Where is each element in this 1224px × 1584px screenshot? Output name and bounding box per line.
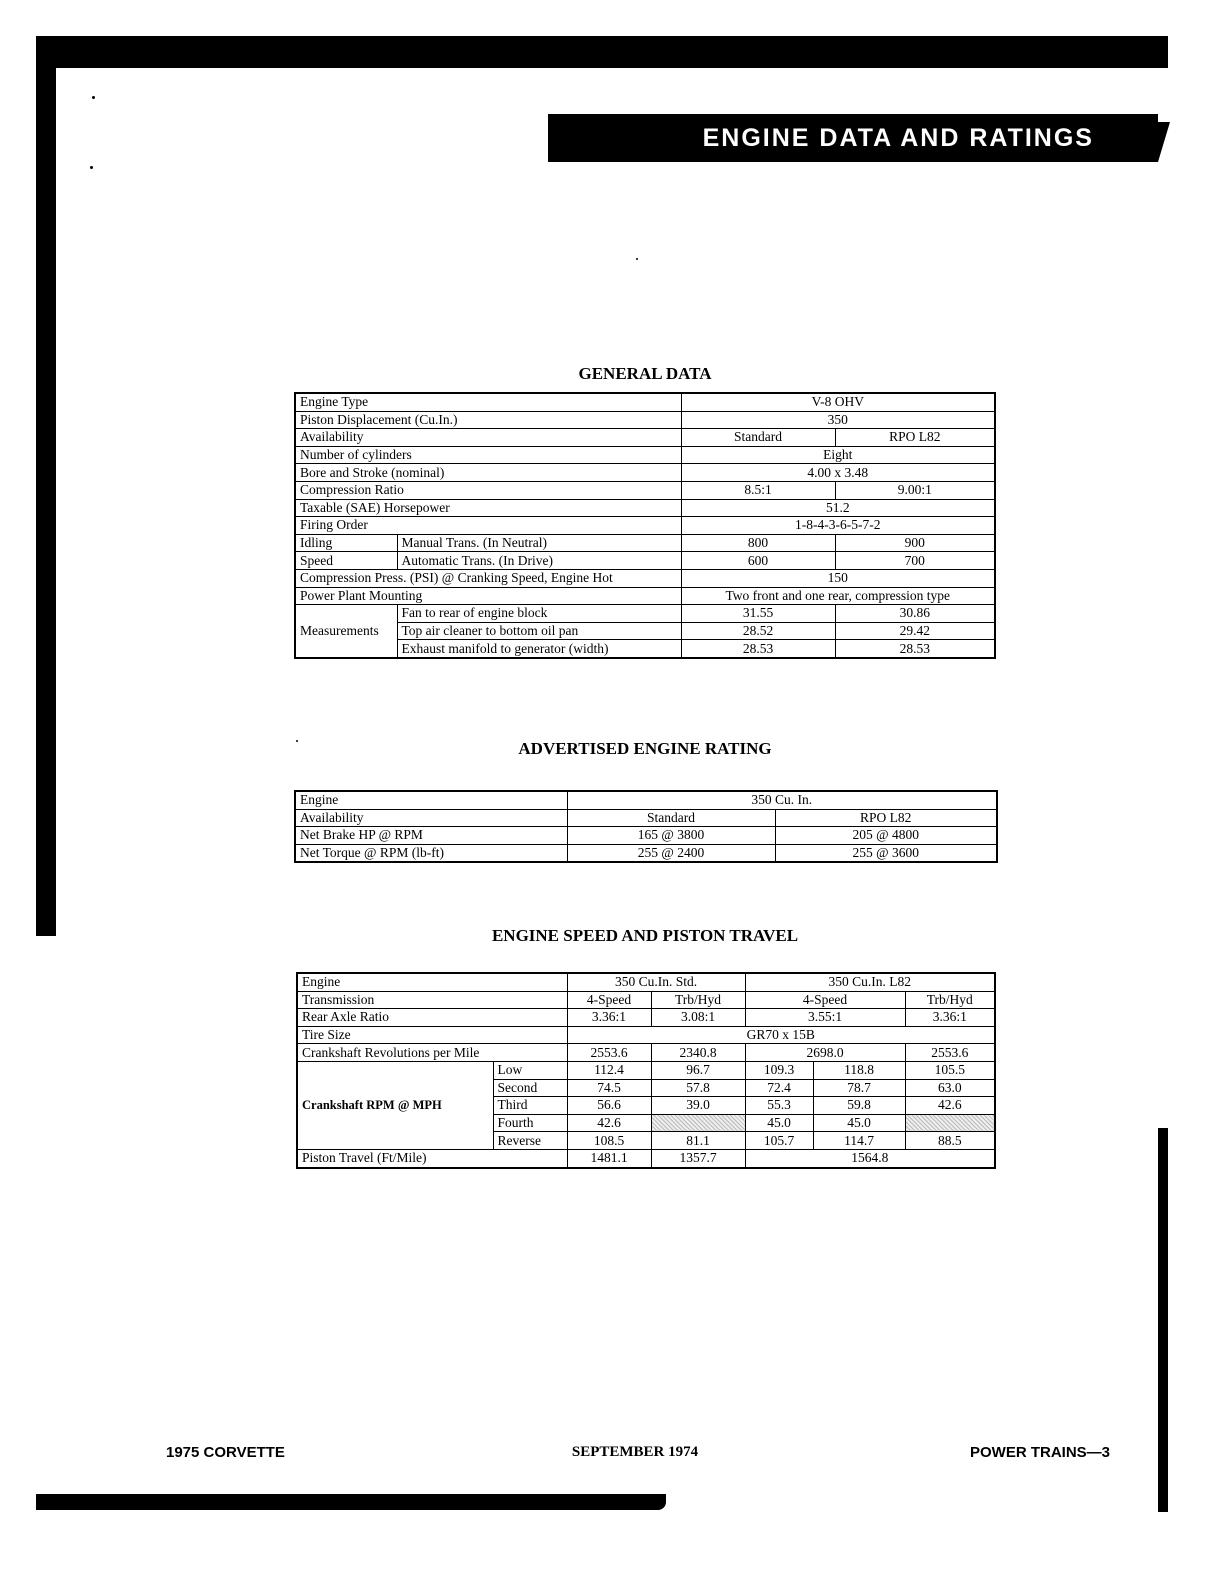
cell-value: 63.0 <box>905 1079 995 1097</box>
cell-value: 108.5 <box>567 1132 651 1150</box>
cell-value: 31.55 <box>681 605 835 623</box>
cell-value: 9.00:1 <box>835 481 995 499</box>
cell-value: Standard <box>681 429 835 447</box>
cell-value: 600 <box>681 552 835 570</box>
table-row <box>297 991 995 1009</box>
footer-left: 1975 CORVETTE <box>166 1444 285 1461</box>
table-row <box>295 844 997 862</box>
shaded-cell <box>905 1114 995 1132</box>
table-row <box>295 446 995 464</box>
row-sublabel: Automatic Trans. (In Drive) <box>397 552 681 570</box>
gear-label: Second <box>493 1079 567 1097</box>
engine-speed-title: ENGINE SPEED AND PISTON TRAVEL <box>491 926 799 945</box>
row-label: Crankshaft RPM @ MPH <box>297 1061 493 1149</box>
cell-value: RPO L82 <box>835 429 995 447</box>
row-sublabel: Exhaust manifold to generator (width) <box>397 640 681 658</box>
cell-value: 4.00 x 3.48 <box>681 464 995 482</box>
table-row <box>295 587 995 605</box>
row-label: Compression Ratio <box>295 481 681 499</box>
table-row <box>295 411 995 429</box>
cell-value: 350 <box>681 411 995 429</box>
table-row <box>295 429 995 447</box>
cell-value: 255 @ 2400 <box>567 844 775 862</box>
cell-value: 96.7 <box>651 1061 745 1079</box>
cell-value: 1-8-4-3-6-5-7-2 <box>681 517 995 535</box>
row-label: Engine <box>295 791 567 809</box>
cell-value: 900 <box>835 534 995 552</box>
row-label: Measurements <box>295 605 397 658</box>
cell-value: 118.8 <box>813 1061 905 1079</box>
row-label: Bore and Stroke (nominal) <box>295 464 681 482</box>
table-row <box>297 1009 995 1027</box>
table-row <box>297 1044 995 1062</box>
table-row <box>297 1149 995 1167</box>
row-sublabel: Top air cleaner to bottom oil pan <box>397 622 681 640</box>
cell-value: 78.7 <box>813 1079 905 1097</box>
cell-value: 88.5 <box>905 1132 995 1150</box>
row-label: Availability <box>295 429 681 447</box>
row-label: Piston Travel (Ft/Mile) <box>297 1149 567 1167</box>
row-label: Taxable (SAE) Horsepower <box>295 499 681 517</box>
cell-value: 2553.6 <box>905 1044 995 1062</box>
table-row <box>295 569 995 587</box>
row-label: Transmission <box>297 991 567 1009</box>
row-label: Speed <box>295 552 397 570</box>
cell-value: 57.8 <box>651 1079 745 1097</box>
cell-value: 45.0 <box>745 1114 813 1132</box>
row-label: Piston Displacement (Cu.In.) <box>295 411 681 429</box>
cell-value: 114.7 <box>813 1132 905 1150</box>
table-row <box>295 393 995 411</box>
gear-label: Reverse <box>493 1132 567 1150</box>
cell-value: 28.53 <box>835 640 995 658</box>
advertised-rating-title: ADVERTISED ENGINE RATING <box>518 739 772 758</box>
row-label: Engine <box>297 973 567 991</box>
cell-value: 165 @ 3800 <box>567 827 775 845</box>
cell-value: V-8 OHV <box>681 393 995 411</box>
cell-value: 2698.0 <box>745 1044 905 1062</box>
cell-value: 28.53 <box>681 640 835 658</box>
cell-value: 3.08:1 <box>651 1009 745 1027</box>
cell-value: 1481.1 <box>567 1149 651 1167</box>
cell-value: 205 @ 4800 <box>775 827 997 845</box>
cell-value: 1357.7 <box>651 1149 745 1167</box>
cell-value: 74.5 <box>567 1079 651 1097</box>
table-row <box>295 827 997 845</box>
row-label: Availability <box>295 809 567 827</box>
cell-value: Standard <box>567 809 775 827</box>
cell-value: 45.0 <box>813 1114 905 1132</box>
cell-value: 3.36:1 <box>905 1009 995 1027</box>
cell-value: 4-Speed <box>567 991 651 1009</box>
row-sublabel: Fan to rear of engine block <box>397 605 681 623</box>
gear-label: Fourth <box>493 1114 567 1132</box>
general-data-title: GENERAL DATA <box>578 364 712 383</box>
footer-center: SEPTEMBER 1974 <box>571 1444 699 1460</box>
cell-value: RPO L82 <box>775 809 997 827</box>
cell-value: 55.3 <box>745 1097 813 1115</box>
table-row <box>295 791 997 809</box>
row-label: Idling <box>295 534 397 552</box>
scan-speck <box>636 258 638 260</box>
cell-value: 3.55:1 <box>745 1009 905 1027</box>
cell-value: 350 Cu.In. Std. <box>567 973 745 991</box>
scan-border-bottom <box>36 1494 666 1510</box>
gear-label: Third <box>493 1097 567 1115</box>
table-row <box>295 640 995 658</box>
row-label: Tire Size <box>297 1026 567 1044</box>
table-row <box>295 605 995 623</box>
row-label: Compression Press. (PSI) @ Cranking Speed, Engine Hot <box>295 569 681 587</box>
table-row <box>295 552 995 570</box>
table-row <box>295 499 995 517</box>
table-row <box>295 809 997 827</box>
general-data-table <box>294 392 996 659</box>
scan-border-left <box>36 36 56 936</box>
row-label: Power Plant Mounting <box>295 587 681 605</box>
page-header <box>548 114 1158 162</box>
cell-value: 350 Cu.In. L82 <box>745 973 995 991</box>
table-row <box>295 481 995 499</box>
cell-value: 105.7 <box>745 1132 813 1150</box>
cell-value: 2340.8 <box>651 1044 745 1062</box>
table-row <box>295 622 995 640</box>
row-label: Crankshaft Revolutions per Mile <box>297 1044 567 1062</box>
cell-value: Trb/Hyd <box>905 991 995 1009</box>
shaded-cell <box>651 1114 745 1132</box>
cell-value: 42.6 <box>905 1097 995 1115</box>
cell-value: 700 <box>835 552 995 570</box>
row-label: Engine Type <box>295 393 681 411</box>
footer-right: POWER TRAINS—3 <box>969 1444 1110 1461</box>
scan-border-top <box>36 36 1168 68</box>
engine-speed-table <box>296 972 996 1169</box>
row-label: Net Brake HP @ RPM <box>295 827 567 845</box>
cell-value: 2553.6 <box>567 1044 651 1062</box>
cell-value: 350 Cu. In. <box>567 791 997 809</box>
gear-label: Low <box>493 1061 567 1079</box>
cell-value: GR70 x 15B <box>567 1026 995 1044</box>
cell-value: 3.36:1 <box>567 1009 651 1027</box>
cell-value: 81.1 <box>651 1132 745 1150</box>
cell-value: 255 @ 3600 <box>775 844 997 862</box>
cell-value: 56.6 <box>567 1097 651 1115</box>
cell-value: 39.0 <box>651 1097 745 1115</box>
cell-value: Eight <box>681 446 995 464</box>
cell-value: 150 <box>681 569 995 587</box>
scan-border-right <box>1158 1128 1168 1512</box>
row-label: Rear Axle Ratio <box>297 1009 567 1027</box>
advertised-rating-table <box>294 790 998 863</box>
cell-value: Two front and one rear, compression type <box>681 587 995 605</box>
cell-value: 29.42 <box>835 622 995 640</box>
table-row <box>297 1061 995 1079</box>
table-row <box>297 973 995 991</box>
scan-speck <box>90 166 93 169</box>
cell-value: 4-Speed <box>745 991 905 1009</box>
cell-value: 800 <box>681 534 835 552</box>
table-row <box>297 1026 995 1044</box>
cell-value: 28.52 <box>681 622 835 640</box>
cell-value: 105.5 <box>905 1061 995 1079</box>
table-row <box>295 464 995 482</box>
cell-value: 8.5:1 <box>681 481 835 499</box>
cell-value: 30.86 <box>835 605 995 623</box>
row-sublabel: Manual Trans. (In Neutral) <box>397 534 681 552</box>
cell-value: 59.8 <box>813 1097 905 1115</box>
cell-value: 51.2 <box>681 499 995 517</box>
row-label: Number of cylinders <box>295 446 681 464</box>
row-label: Net Torque @ RPM (lb-ft) <box>295 844 567 862</box>
table-row <box>295 517 995 535</box>
scan-speck <box>92 96 95 99</box>
cell-value: 1564.8 <box>745 1149 995 1167</box>
cell-value: 112.4 <box>567 1061 651 1079</box>
cell-value: 42.6 <box>567 1114 651 1132</box>
row-label: Firing Order <box>295 517 681 535</box>
table-row <box>295 534 995 552</box>
header-title: ENGINE DATA AND RATINGS <box>702 123 1094 152</box>
cell-value: 109.3 <box>745 1061 813 1079</box>
cell-value: 72.4 <box>745 1079 813 1097</box>
cell-value: Trb/Hyd <box>651 991 745 1009</box>
